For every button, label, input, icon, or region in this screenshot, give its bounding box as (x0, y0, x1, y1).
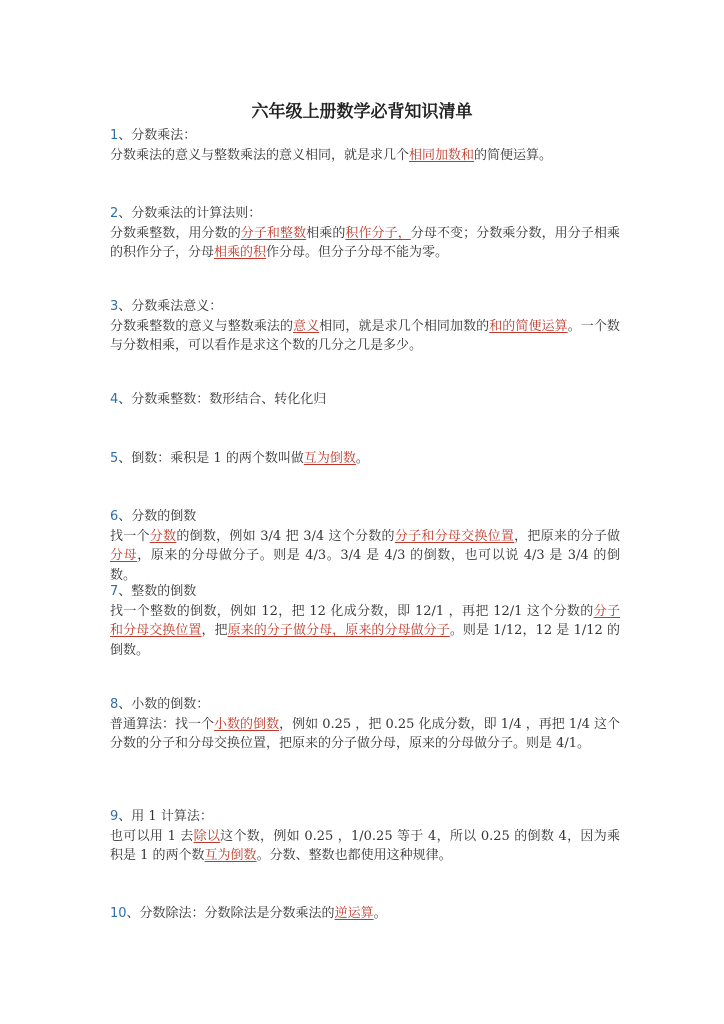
section-body: 也可以用 1 去除以这个数，例如 0.25 ，1/0.25 等于 4，所以 0.25 的倒数 4，因为乘积是 1 的两个数互为倒数。分数、整数也都使用这种规律。 (110, 828, 620, 863)
section-number: 6 (110, 509, 119, 524)
section-heading: 、分数乘法意义： (118, 299, 223, 314)
section-heading: 、小数的倒数： (118, 697, 210, 712)
highlight: 原来的分子做分母，原来的分母做分子 (227, 623, 450, 638)
section-body: 分数乘法的意义与整数乘法的意义相同，就是求几个相同加数和的简便运算。 (110, 147, 553, 163)
highlight: 意义 (293, 318, 320, 334)
highlight: 分子和分母交换位置 (110, 603, 620, 638)
section-heading: 、分数乘整数：数形结合、转化化归 (118, 392, 327, 407)
section-number: 4 (110, 392, 119, 407)
section-7 (110, 582, 620, 660)
highlight: 相乘的积 (214, 245, 267, 260)
section-number: 9 (110, 809, 119, 824)
section-heading: 、分数的倒数 (118, 509, 197, 524)
section-body: 普通算法：找一个小数的倒数，例如 0.25 ，把 0.25 化成分数，即 1/4 ，再把 1/4 这个分数的分子和分母交换位置，把原来的分子做分母，原来的分母做分子。则是 4/1。 (110, 716, 620, 751)
section-4 (110, 390, 620, 410)
highlight: 分子和分母交换位置 (394, 528, 515, 544)
highlight: 分数 (149, 528, 177, 544)
section-8 (110, 695, 620, 754)
section-number: 3 (110, 299, 119, 314)
section-1 (110, 126, 620, 165)
section-number: 1 (110, 128, 119, 143)
highlight: 互为倒数 (303, 451, 356, 466)
highlight: 除以 (193, 828, 221, 844)
section-heading: 、倒数：乘积是 1 的两个数叫做 (118, 451, 304, 466)
page-title: 六年级上册数学必背知识清单 (251, 102, 473, 122)
highlight: 相同加数和 (409, 147, 475, 163)
section-number: 8 (110, 697, 119, 712)
section-heading: 、分数乘法的计算法则： (118, 206, 262, 221)
section-heading: 、用 1 计算法： (118, 809, 213, 824)
section-3 (110, 297, 620, 356)
section-heading: 、分数除法：分数除法是分数乘法的 (126, 906, 335, 921)
section-body: 分数乘整数的意义与整数乘法的意义相同，就是求几个相同加数的和的简便运算。一个数与分数相乘，可以看作是求这个数的几分之几是多少。 (110, 318, 620, 353)
section-5: 5、倒数：乘积是 1 的两个数叫做互为倒数。 (110, 451, 369, 466)
highlight: 分母 (110, 548, 138, 563)
section-heading: 、分数乘法： (118, 128, 197, 143)
highlight: 积作分子， (345, 225, 411, 241)
section-number: 2 (110, 206, 119, 221)
section-body: 找一个整数的倒数，例如 12，把 12 化成分数，即 12/1 ，再把 12/1 这个分数的分子和分母交换位置，把原来的分子做分母，原来的分母做分子。则是 1/12，12 是 1/12 的倒数。 (110, 603, 620, 658)
highlight: 和的简便运算 (489, 318, 568, 334)
highlight: 小数的倒数 (214, 716, 280, 732)
highlight: 逆运算 (334, 906, 374, 921)
section-heading: 、整数的倒数 (118, 584, 197, 599)
section-10: 10、分数除法：分数除法是分数乘法的逆运算。 (110, 906, 387, 921)
section-number: 5 (110, 451, 119, 466)
section-9 (110, 807, 620, 866)
section-body: 找一个分数的倒数，例如 3/4 把 3/4 这个分数的分子和分母交换位置，把原来的分子做分母，原来的分母做分子。则是 4/3。3/4 是 4/3 的倒数，也可以说 4/3 是 3/4 的倒数。 (110, 528, 620, 583)
section-number: 7 (110, 584, 119, 599)
section-body: 分数乘整数，用分数的分子和整数相乘的积作分子，分母不变；分数乘分数，用分子相乘的积作分子，分母相乘的积作分母。但分子分母不能为零。 (110, 225, 620, 260)
section-2 (110, 204, 620, 263)
section-6 (110, 507, 620, 585)
section-number: 10 (110, 906, 127, 921)
highlight: 互为倒数 (204, 848, 257, 863)
highlight: 分子和整数 (240, 225, 307, 241)
